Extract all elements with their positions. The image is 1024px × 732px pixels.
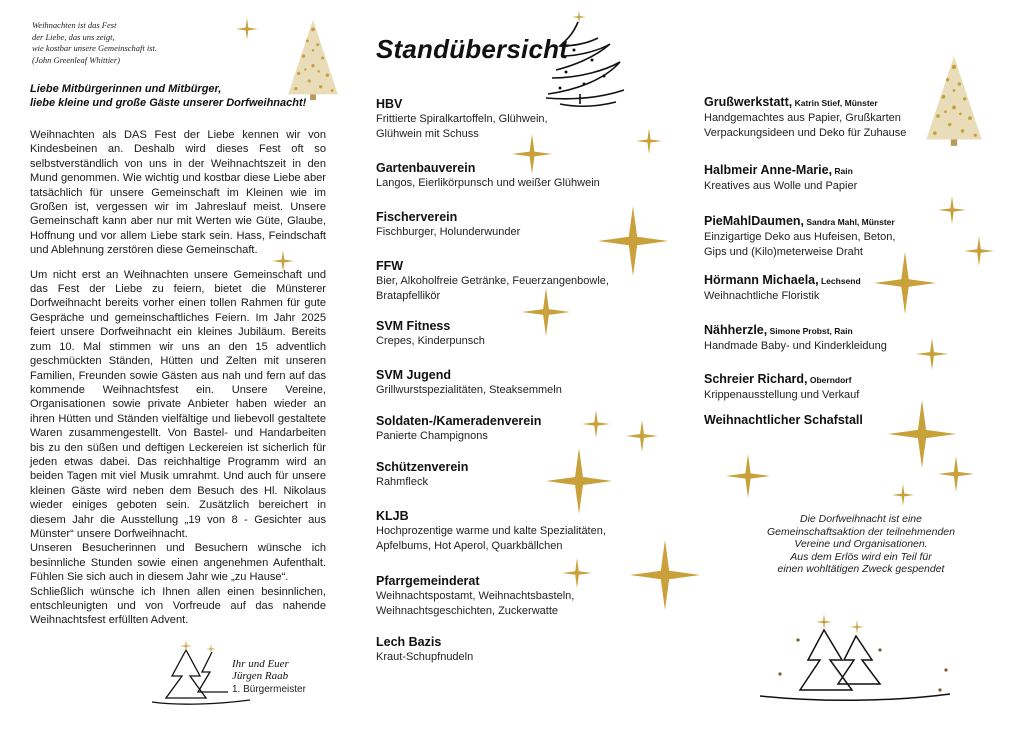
charity-note (738, 513, 984, 576)
note-line: einen wohltätigen Zweck gespendet (777, 563, 945, 575)
stand-description: Bier, Alkoholfreie Getränke, Feuerzangenbowle, (376, 275, 609, 287)
signature-role: 1. Bürgermeister (232, 684, 306, 695)
stand-name: Schreier Richard, Oberndorf (704, 372, 852, 386)
stand-name: Nähherzle, Simone Probst, Rain (704, 323, 853, 337)
letter-paragraph: Weihnachten als DAS Fest der Liebe kennen wir von Kindesbeinen an. Deshalb wird dieses Fest oft so selbstverständlich von uns in der Weihnachtszeit in den Mund genommen. Wie wichtig und kostbar diese Liebe aber tatsächlich für unsere Gemeinschaft im Kleinen wie im Großen ist, vergessen wir im Jahreslauf meist. Unsere Gemeinschaft kann aber nur mit Werten wie Güte, Glaube, Hoffnung und vor allem Liebe stark sein. Hass, Feindschaft und Ablehnung zerstören diese Gemeinschaft. (30, 129, 326, 257)
stand-entry (376, 318, 666, 349)
stand-description: Grillwurstspezialitäten, Steaksemmeln (376, 384, 562, 396)
stand-description: Kraut-Schupfnudeln (376, 651, 474, 663)
stand-entry (376, 367, 666, 398)
stand-entry (704, 213, 994, 260)
stand-description: Weihnachtsgeschichten, Zuckerwatte (376, 605, 558, 617)
poem (32, 20, 262, 66)
page-title: Standübersicht (376, 34, 569, 64)
stand-description: Weihnachtspostamt, Weihnachtsbasteln, (376, 590, 575, 602)
stand-entry (704, 272, 994, 304)
gold-star-icon (206, 644, 216, 654)
stand-description: Krippenausstellung und Verkauf (704, 389, 860, 401)
stand-entry (704, 94, 994, 141)
stand-name: HBV (376, 97, 403, 111)
stand-name: PieMahlDaumen, Sandra Mahl, Münster (704, 214, 895, 228)
tree-top-star-icon (572, 10, 586, 24)
stand-description: Langos, Eierlikörpunsch und weißer Glühwein (376, 177, 600, 189)
stand-location: Sandra Mahl, Münster (804, 217, 895, 227)
stand-name: Grußwerkstatt, Katrin Stief, Münster (704, 95, 878, 109)
poem-author: (John Greenleaf Whittier) (32, 54, 120, 65)
gold-star-icon (850, 620, 864, 634)
stand-description: Kreatives aus Wolle und Papier (704, 180, 858, 192)
note-line: Die Dorfweihnacht ist eine (800, 513, 922, 525)
stand-entry (376, 459, 666, 490)
signature-line: Ihr und Euer (232, 658, 289, 670)
stand-entry (704, 322, 994, 354)
stand-description: Rahmfleck (376, 476, 428, 488)
greeting-line: Liebe Mitbürgerinnen und Mitbürger, (30, 83, 222, 95)
stand-description: Glühwein mit Schuss (376, 128, 479, 140)
gold-star-icon (888, 400, 956, 468)
gold-star-icon (726, 454, 770, 498)
stand-name: Halbmeir Anne-Marie, Rain (704, 163, 853, 177)
stand-name: Gartenbauverein (376, 161, 476, 175)
gold-star-icon (180, 640, 192, 652)
stand-name: SVM Fitness (376, 319, 451, 333)
poem-line: wie kostbar unsere Gemeinschaft ist. (32, 43, 158, 53)
gold-star-icon (938, 456, 974, 492)
stand-entry (376, 508, 666, 554)
stand-entry (704, 162, 994, 194)
stand-name: Hörmann Michaela, Lechsend (704, 273, 861, 287)
stand-location: Katrin Stief, Münster (792, 98, 878, 108)
poem-line: der Liebe, das uns zeigt, (32, 31, 115, 42)
stand-entry (376, 573, 666, 619)
stand-location: Lechsend (818, 276, 861, 286)
stand-name: Schützenverein (376, 460, 469, 474)
stand-entry (376, 258, 666, 304)
stand-entry (376, 96, 666, 142)
letter-body (30, 128, 326, 638)
stand-entry (376, 413, 666, 444)
stand-location: Simone Probst, Rain (767, 326, 853, 336)
stand-entry (704, 371, 994, 403)
stand-name: Pfarrgemeinderat (376, 574, 480, 588)
stand-entry (704, 412, 994, 428)
tree-outline-group-icon (760, 630, 950, 700)
poem-line: Weihnachten ist das Fest (32, 20, 117, 30)
stand-location: Rain (832, 166, 853, 176)
stand-description: Weihnachtliche Floristik (704, 290, 820, 302)
stand-name: SVM Jugend (376, 368, 452, 382)
letter-paragraph: Unseren Besucherinnen und Besuchern wünsche ich besinnliche Stunden sowie einen angenehmen Aufenthalt. Fühlen Sie sich auch in diesem Jahr wie „zu Hause“. (30, 542, 326, 584)
greeting-line: liebe kleine und große Gäste unserer Dorfweihnacht! (30, 97, 307, 109)
stand-description: Panierte Champignons (376, 430, 488, 442)
signature (232, 658, 342, 682)
greeting (30, 82, 330, 110)
stand-description: Fischburger, Holunderwunder (376, 226, 521, 238)
stand-location: Oberndorf (807, 375, 852, 385)
stand-name: Lech Bazis (376, 635, 442, 649)
stand-description: Gips und (Kilo)meterweise Draht (704, 246, 863, 258)
letter-paragraph: Schließlich wünsche ich Ihnen allen einen besinnlichen, entschleunigten und von Vorfreude auf das nahende Weihnachtsfest erfüllten Advent. (30, 585, 326, 627)
stand-name: Soldaten-/Kameradenverein (376, 414, 542, 428)
stand-description: Crepes, Kinderpunsch (376, 335, 485, 347)
stand-name: KLJB (376, 509, 409, 523)
stand-name: Fischerverein (376, 210, 458, 224)
stand-entry (376, 634, 666, 665)
stand-entry (376, 160, 666, 191)
letter-paragraph: Um nicht erst an Weihnachten unsere Gemeinschaft und das Fest der Liebe zu feiern, bietet die Münsterer Dorfweihnacht bereits vorher einen tollen Rahmen für gute Gespräche und gemeinschaftliches Feiern. Im Jahr 2025 feiert unsere Dorfweihnacht ein kleines Jubiläum. Bereits zum 10. Mal stimmen wir uns an den 15 adventlich geschmückten Ständen, Hütten und Zelten mit unseren Familien, Freunden sowie Gästen aus nah und fern auf das kommende Weihnachtsfest ein. Unsere Vereine, Organisationen sowie private Anbieter haben wieder an ihren Hütten und Ständen vielfältige und liebevoll gestaltete Waren zusammengestellt. Von Bastel- und Handarbeiten bis zu den süßen und deftigen Leckereien ist sicherlich für jeden etwas dabei. Das reichhaltige Programm wird an beiden Tagen mit viel Musik umrahmt. Und auch für unsere kleinen Gäste wird neben dem Besuch des Hl. Nikolaus wieder einiges geboten sein. Zusätzlich bereichert in diesem Jahr die Ausstellung „19 von 8 - Gesichter aus Münster“ unsere Dorfweihnacht. (30, 268, 326, 540)
stand-description: Apfelbums, Hot Aperol, Quarkbällchen (376, 540, 563, 552)
stand-description: Bratapfellikör (376, 290, 441, 302)
stand-entry (376, 209, 666, 240)
stand-description: Frittierte Spiralkartoffeln, Glühwein, (376, 113, 548, 125)
signature-name: Jürgen Raab (232, 670, 289, 682)
gold-star-icon (816, 614, 832, 630)
stand-description: Handgemachtes aus Papier, Grußkarten (704, 112, 901, 124)
stand-name: Weihnachtlicher Schafstall (704, 413, 863, 427)
stand-description: Einzigartige Deko aus Hufeisen, Beton, (704, 231, 896, 243)
note-line: Aus dem Erlös wird ein Teil für (790, 550, 932, 563)
note-line: Vereine und Organisationen. (794, 538, 928, 550)
stand-name: FFW (376, 259, 404, 273)
stand-description: Handmade Baby- und Kinderkleidung (704, 340, 887, 352)
note-line: Gemeinschaftsaktion der teilnehmenden (767, 525, 955, 538)
stand-description: Hochprozentige warme und kalte Spezialitäten, (376, 525, 606, 537)
gold-star-icon (892, 484, 914, 506)
stand-description: Verpackungsideen und Deko für Zuhause (704, 127, 907, 139)
